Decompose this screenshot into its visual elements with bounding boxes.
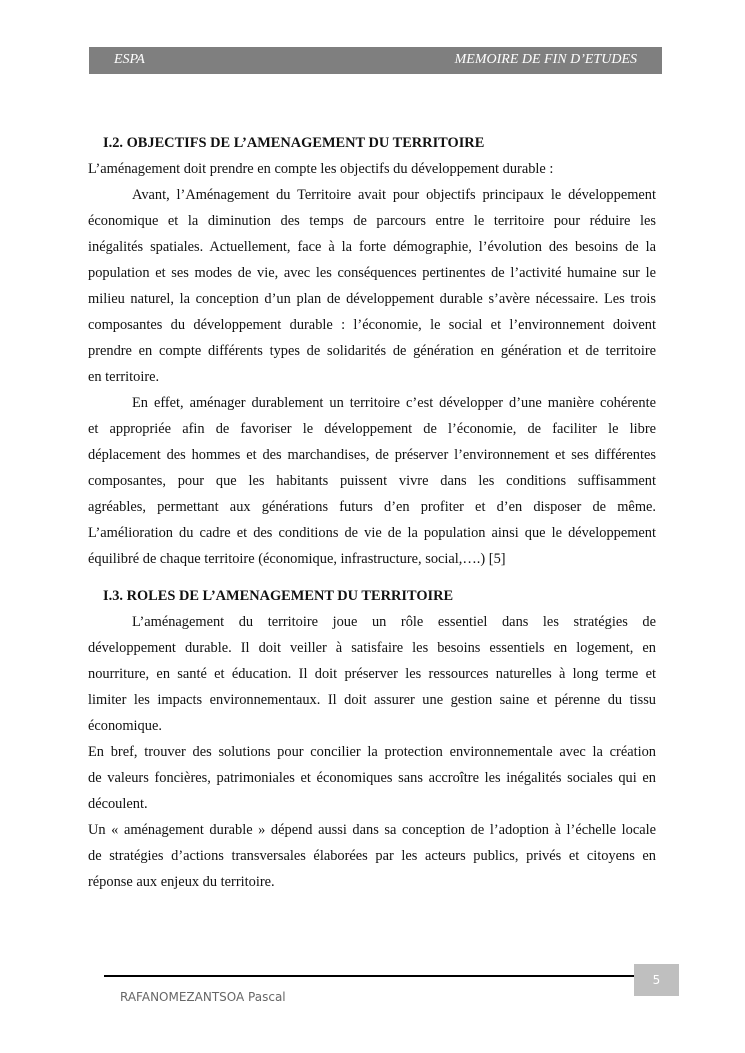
document-body	[88, 130, 656, 895]
text-line: limiter les impacts environnementaux. Il doit assurer une gestion saine et pérenne du tissu	[88, 692, 656, 708]
section-1-content	[88, 156, 656, 572]
header-right: MEMOIRE DE FIN D’ETUDES	[454, 52, 637, 67]
text-line: économique et la diminution des temps de parcours entre le territoire pour réduire les	[88, 213, 656, 229]
paragraph	[88, 739, 656, 817]
page-number: 5	[634, 964, 679, 996]
text-line: prendre en compte différents types de solidarités de génération en génération et de territoire	[88, 343, 656, 359]
text-line: milieu naturel, la conception d’un plan de développement durable s’avère nécessaire. Les trois	[88, 291, 656, 307]
text-line: L’aménagement doit prendre en compte les objectifs du développement durable :	[88, 161, 554, 177]
section-heading: I.2. OBJECTIFS DE L’AMENAGEMENT DU TERRITOIRE	[103, 135, 485, 151]
text-line: En effet, aménager durablement un territoire c’est développer d’une manière cohérente	[132, 395, 656, 411]
text-line: population et ses modes de vie, avec les conséquences pertinentes de l’activité humaine sur le	[88, 265, 656, 281]
text-line: et appropriée afin de favoriser le développement de l’économie, de faciliter le libre	[88, 421, 656, 437]
footer-author: RAFANOMEZANTSOA Pascal	[120, 990, 286, 1004]
text-line: agréables, permettant aux générations futurs d’en profiter et d’en disposer de même.	[88, 499, 656, 515]
text-line: En bref, trouver des solutions pour concilier la protection environnementale avec la création	[88, 744, 656, 760]
text-line: L’amélioration du cadre et des conditions de vie de la population ainsi que le développement	[88, 525, 656, 541]
paragraph	[88, 182, 656, 390]
page-header	[89, 47, 662, 74]
text-line: développement durable. Il doit veiller à satisfaire les besoins essentiels en logement, en	[88, 640, 656, 656]
text-line: équilibré de chaque territoire (économique, infrastructure, social,….) [5]	[88, 551, 506, 567]
text-line: composantes du développement durable : l’économie, le social et l’environnement doivent	[88, 317, 656, 333]
text-line: de valeurs foncières, patrimoniales et économiques sans accroître les inégalités sociales qui en	[88, 770, 656, 786]
text-line: économique.	[88, 718, 162, 734]
footer-rule	[104, 975, 634, 977]
paragraph	[88, 609, 656, 739]
text-line: inégalités spatiales. Actuellement, face à la forte démographie, l’évolution des besoins de la	[88, 239, 656, 255]
paragraph	[88, 817, 656, 895]
text-line: déplacement des hommes et des marchandises, de préserver l’environnement et ses différentes	[88, 447, 656, 463]
text-line: composantes, pour que les habitants puissent vivre dans les conditions suffisamment	[88, 473, 656, 489]
text-line: en territoire.	[88, 369, 160, 385]
text-line: L’aménagement du territoire joue un rôle essentiel dans les stratégies de	[132, 614, 656, 630]
text-line: de stratégies d’actions transversales élaborées par les acteurs publics, privés et citoyens en	[88, 848, 656, 864]
header-left: ESPA	[114, 52, 145, 67]
section-heading: I.3. ROLES DE L’AMENAGEMENT DU TERRITOIRE	[103, 588, 454, 604]
text-line: découlent.	[88, 796, 148, 812]
paragraph	[88, 156, 656, 182]
text-line: Avant, l’Aménagement du Territoire avait pour objectifs principaux le développement	[132, 187, 656, 203]
text-line: Un « aménagement durable » dépend aussi dans sa conception de l’adoption à l’échelle locale	[88, 822, 656, 838]
text-line: réponse aux enjeux du territoire.	[88, 874, 275, 890]
paragraph	[88, 390, 656, 572]
text-line: nourriture, en santé et éducation. Il doit préserver les ressources naturelles à long terme et	[88, 666, 656, 682]
section-2-content	[88, 609, 656, 895]
